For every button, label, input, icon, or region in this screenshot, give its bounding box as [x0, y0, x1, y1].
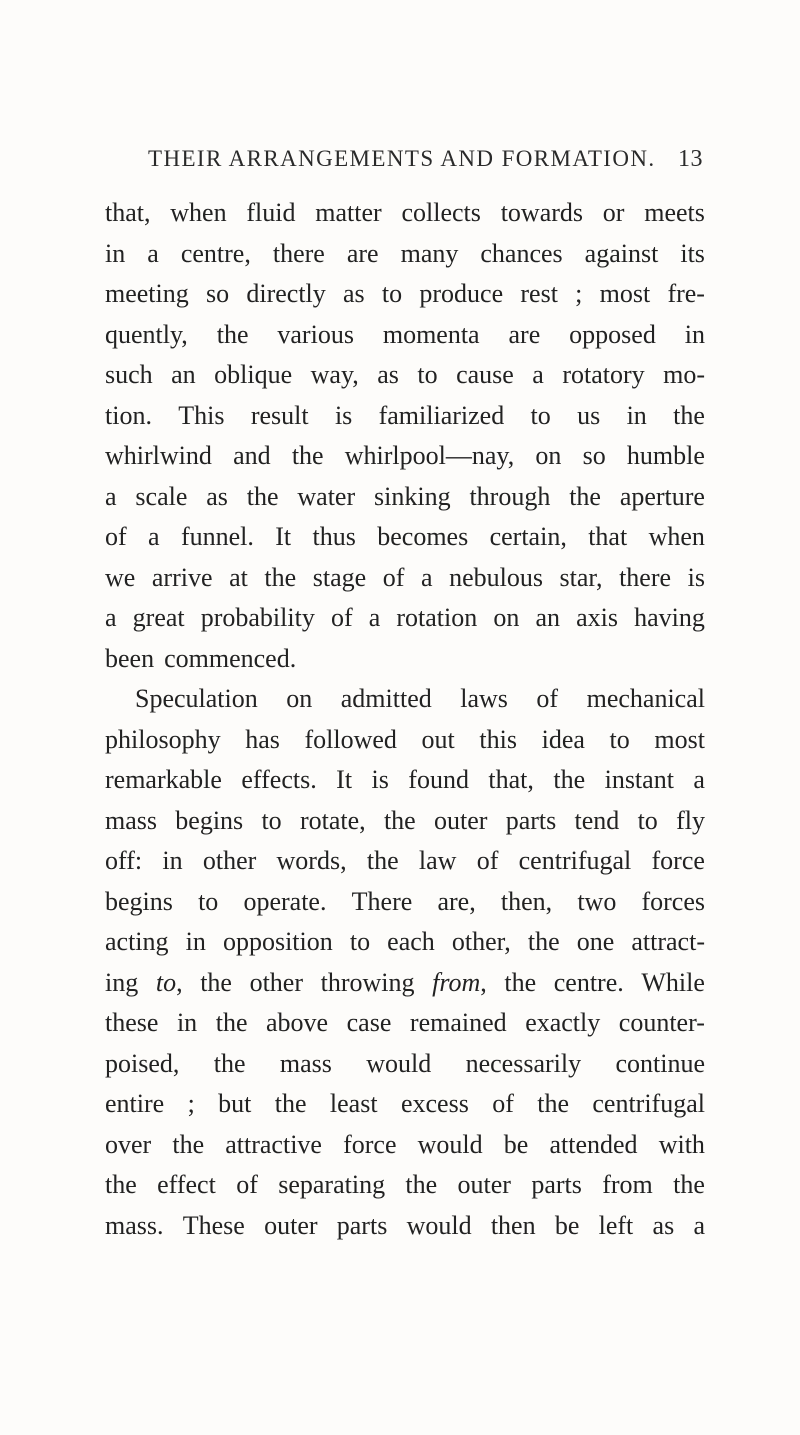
- word: above: [266, 1008, 329, 1037]
- word: as: [206, 481, 228, 511]
- word: outer: [457, 1170, 511, 1199]
- word: at: [229, 562, 248, 592]
- word: is: [334, 400, 353, 430]
- word: mo-: [663, 360, 705, 389]
- word: off:: [105, 846, 143, 875]
- word: sinking: [374, 481, 451, 511]
- word: mass.: [105, 1210, 164, 1240]
- word: to: [349, 927, 371, 956]
- word: the: [383, 805, 416, 835]
- word: of: [236, 1170, 258, 1199]
- word: probability: [200, 603, 315, 632]
- word: to: [381, 279, 403, 308]
- word: centrifugal: [592, 1089, 705, 1118]
- word: fluid: [246, 198, 296, 227]
- word: as: [652, 1210, 675, 1240]
- word: so: [206, 279, 230, 308]
- word: commenced.: [164, 643, 297, 673]
- word: two: [577, 886, 617, 916]
- word: stage: [312, 562, 367, 592]
- text-line: [105, 436, 705, 477]
- word: opposition: [222, 927, 333, 956]
- text-line: [105, 720, 705, 761]
- word: fly: [676, 805, 705, 835]
- text-line: [105, 963, 705, 1004]
- word: left: [598, 1210, 634, 1240]
- word: law: [418, 846, 457, 875]
- word: in: [162, 846, 183, 875]
- word: ;: [575, 279, 583, 308]
- text-line: [105, 1044, 705, 1085]
- word: the: [673, 1170, 705, 1199]
- word: been: [105, 643, 155, 673]
- word: centre.: [553, 967, 624, 997]
- word: we: [105, 562, 136, 592]
- word: the: [264, 562, 297, 592]
- word: rotatory: [562, 360, 645, 389]
- word: us: [577, 400, 601, 430]
- word: an: [171, 360, 196, 389]
- word: operate.: [243, 886, 327, 916]
- text-line: [105, 1165, 705, 1206]
- word: the: [105, 1170, 137, 1199]
- word: fre-: [667, 279, 705, 308]
- word: is: [371, 765, 389, 794]
- word: such: [105, 360, 153, 389]
- word: to,: [155, 967, 183, 997]
- word: in: [684, 319, 705, 349]
- word: directly: [246, 279, 326, 308]
- word: matter: [315, 198, 382, 227]
- word: admitted: [340, 684, 432, 713]
- word: many: [400, 238, 459, 268]
- word: begins: [175, 805, 244, 835]
- word: collects: [401, 198, 481, 227]
- word: or: [602, 198, 625, 227]
- word: when: [170, 198, 227, 227]
- word: case: [346, 1008, 392, 1037]
- word: separating: [278, 1170, 386, 1199]
- word: most: [654, 724, 705, 754]
- word: so: [582, 441, 606, 470]
- word: oblique: [214, 360, 293, 389]
- word: centre,: [180, 238, 251, 268]
- text-line: [105, 760, 705, 801]
- word: of: [105, 522, 127, 551]
- word: effects.: [241, 765, 317, 794]
- word: nebulous: [449, 562, 543, 592]
- word: laws: [460, 684, 508, 713]
- word: These: [182, 1210, 245, 1240]
- word: philosophy: [105, 724, 221, 754]
- word: quently,: [105, 319, 188, 349]
- word: would: [406, 1210, 472, 1240]
- word: having: [634, 603, 705, 632]
- word: becomes: [377, 522, 469, 551]
- word: the: [246, 481, 279, 511]
- word: out: [421, 724, 455, 754]
- word: of: [382, 562, 405, 592]
- word: as: [377, 360, 399, 389]
- word: has: [245, 724, 280, 754]
- word: a: [147, 238, 159, 268]
- word: rotation: [396, 603, 478, 632]
- word: the: [366, 846, 399, 875]
- word: whirlpool—nay,: [344, 441, 515, 470]
- word: of: [330, 603, 353, 632]
- word: in: [105, 238, 126, 268]
- word: mass: [279, 1048, 332, 1078]
- word: in: [185, 927, 206, 956]
- word: then: [490, 1210, 536, 1240]
- word: force: [343, 1129, 397, 1159]
- word: be: [503, 1129, 529, 1159]
- page-number: 13: [678, 146, 703, 172]
- text-line: [105, 315, 705, 356]
- word: parts: [336, 1210, 388, 1240]
- word: arrive: [151, 562, 213, 592]
- page-header: [148, 146, 703, 180]
- word: words,: [276, 846, 347, 875]
- word: a: [105, 603, 117, 632]
- word: the: [213, 1048, 246, 1078]
- word: the: [172, 1129, 205, 1159]
- text-line: [105, 558, 705, 599]
- word: centrifugal: [518, 846, 632, 875]
- text-line: [105, 517, 705, 558]
- text-line: [105, 1003, 705, 1044]
- word: acting: [105, 927, 169, 956]
- word: from: [602, 1170, 653, 1199]
- word: with: [658, 1129, 705, 1159]
- word: a: [368, 603, 381, 632]
- word: effect: [157, 1170, 216, 1199]
- word: the: [553, 765, 586, 794]
- word: is: [687, 562, 705, 592]
- word: rotate,: [299, 805, 366, 835]
- word: to: [609, 724, 630, 754]
- word: a: [693, 765, 705, 794]
- text-line: [105, 396, 705, 437]
- word: when: [648, 522, 705, 551]
- word: attractive: [225, 1129, 322, 1159]
- word: then,: [500, 886, 553, 916]
- word: of: [536, 684, 559, 713]
- word: the: [405, 1170, 438, 1199]
- word: mechanical: [586, 684, 705, 713]
- word: there: [619, 562, 672, 592]
- word: counter-: [618, 1008, 705, 1037]
- word: but: [218, 1089, 252, 1118]
- word: forces: [641, 886, 705, 916]
- word: funnel.: [180, 522, 254, 551]
- text-line: [105, 598, 705, 639]
- word: familiarized: [378, 400, 505, 430]
- word: these: [105, 1008, 159, 1037]
- word: instant: [604, 765, 674, 794]
- word: through: [469, 481, 551, 511]
- word: axis: [576, 603, 619, 632]
- text-line: [105, 193, 705, 234]
- word: water: [297, 481, 356, 511]
- word: attended: [549, 1129, 638, 1159]
- word: that: [588, 522, 628, 551]
- word: excess: [400, 1089, 469, 1118]
- word: produce: [419, 279, 504, 308]
- word: most: [599, 279, 651, 308]
- word: opposed: [569, 319, 656, 349]
- word: outer: [264, 1210, 318, 1240]
- word: would: [417, 1129, 483, 1159]
- word: on: [535, 441, 562, 470]
- word: parts: [505, 805, 557, 835]
- word: This: [178, 400, 225, 430]
- word: are: [346, 238, 379, 268]
- word: It: [275, 522, 292, 551]
- word: in: [626, 400, 647, 430]
- word: a: [148, 522, 160, 551]
- text-line: [105, 355, 705, 396]
- text-line: [105, 1206, 705, 1247]
- word: there: [272, 238, 325, 268]
- word: are,: [437, 886, 476, 916]
- word: aperture: [619, 481, 705, 511]
- text-line: [105, 477, 705, 518]
- word: that,: [105, 198, 151, 227]
- word: from,: [432, 967, 487, 997]
- word: least: [329, 1089, 378, 1118]
- word: meeting: [105, 279, 189, 308]
- word: of: [476, 846, 499, 875]
- word: as: [343, 279, 365, 308]
- word: would: [366, 1048, 432, 1078]
- word: tend: [574, 805, 620, 835]
- word: a: [532, 360, 544, 389]
- word: whirlwind: [105, 441, 212, 470]
- word: outer: [433, 805, 488, 835]
- word: cause: [456, 360, 514, 389]
- word: necessarily: [465, 1048, 582, 1078]
- word: certain,: [489, 522, 567, 551]
- word: other: [202, 846, 257, 875]
- text-line: [105, 1125, 705, 1166]
- word: on: [493, 603, 520, 632]
- word: idea: [541, 724, 585, 754]
- word: the: [673, 400, 705, 430]
- word: attract-: [631, 927, 705, 956]
- word: chances: [480, 238, 563, 268]
- word: rest: [520, 279, 558, 308]
- word: a: [420, 562, 433, 592]
- word: result: [250, 400, 309, 430]
- text-line: [105, 801, 705, 842]
- word: against: [584, 238, 659, 268]
- word: the: [216, 319, 249, 349]
- word: to: [637, 805, 658, 835]
- text-line: [105, 679, 705, 720]
- word: tion.: [105, 400, 152, 430]
- body-text: [105, 193, 705, 1246]
- word: meets: [644, 198, 705, 227]
- word: throwing: [320, 967, 415, 997]
- word: to: [261, 805, 282, 835]
- word: that,: [488, 765, 534, 794]
- text-line: [105, 639, 705, 680]
- word: found: [408, 765, 469, 794]
- word: humble: [626, 441, 705, 470]
- word: the: [527, 927, 560, 956]
- word: There: [351, 886, 413, 916]
- word: exactly: [525, 1008, 601, 1037]
- word: the: [274, 1089, 307, 1118]
- word: way,: [310, 360, 359, 389]
- text-line: [105, 841, 705, 882]
- word: towards: [500, 198, 584, 227]
- word: over: [105, 1129, 152, 1159]
- word: scale: [135, 481, 188, 511]
- word: be: [554, 1210, 580, 1240]
- running-head: THEIR ARRANGEMENTS AND FORMATION.: [148, 146, 656, 171]
- word: the: [569, 481, 601, 511]
- text-line: [105, 274, 705, 315]
- word: of: [492, 1089, 514, 1118]
- word: star,: [559, 562, 603, 592]
- word: It: [336, 765, 353, 794]
- word: in: [176, 1008, 198, 1037]
- word: the: [537, 1089, 569, 1118]
- word: one: [576, 927, 615, 956]
- word: While: [641, 967, 705, 997]
- word: a: [105, 481, 117, 511]
- word: thus: [312, 522, 356, 551]
- word: poised,: [105, 1048, 180, 1078]
- word: Speculation: [135, 684, 258, 713]
- word: parts: [531, 1170, 582, 1199]
- word: other: [249, 967, 303, 997]
- word: the: [291, 441, 324, 470]
- word: entire: [105, 1089, 165, 1118]
- word: and: [233, 441, 271, 470]
- word: a: [693, 1210, 705, 1240]
- word: this: [479, 724, 517, 754]
- word: momenta: [382, 319, 480, 349]
- word: the: [200, 967, 232, 997]
- word: on: [286, 684, 313, 713]
- word: begins: [105, 886, 173, 916]
- word: to: [198, 886, 219, 916]
- word: ;: [187, 1089, 195, 1118]
- word: to: [417, 360, 438, 389]
- word: ing: [105, 967, 139, 997]
- word: its: [680, 238, 705, 268]
- text-line: [105, 922, 705, 963]
- word: an: [535, 603, 561, 632]
- text-line: [105, 1084, 705, 1125]
- word: the: [215, 1008, 248, 1037]
- word: continue: [615, 1048, 705, 1078]
- word: are: [508, 319, 541, 349]
- word: mass: [105, 805, 157, 835]
- word: other,: [451, 927, 511, 956]
- word: the: [504, 967, 537, 997]
- word: followed: [304, 724, 397, 754]
- text-line: [105, 882, 705, 923]
- word: to: [530, 400, 551, 430]
- word: great: [132, 603, 185, 632]
- text-line: [105, 234, 705, 275]
- word: remarkable: [105, 765, 222, 794]
- word: force: [651, 846, 705, 875]
- word: various: [277, 319, 354, 349]
- word: each: [387, 927, 435, 956]
- word: remained: [409, 1008, 507, 1037]
